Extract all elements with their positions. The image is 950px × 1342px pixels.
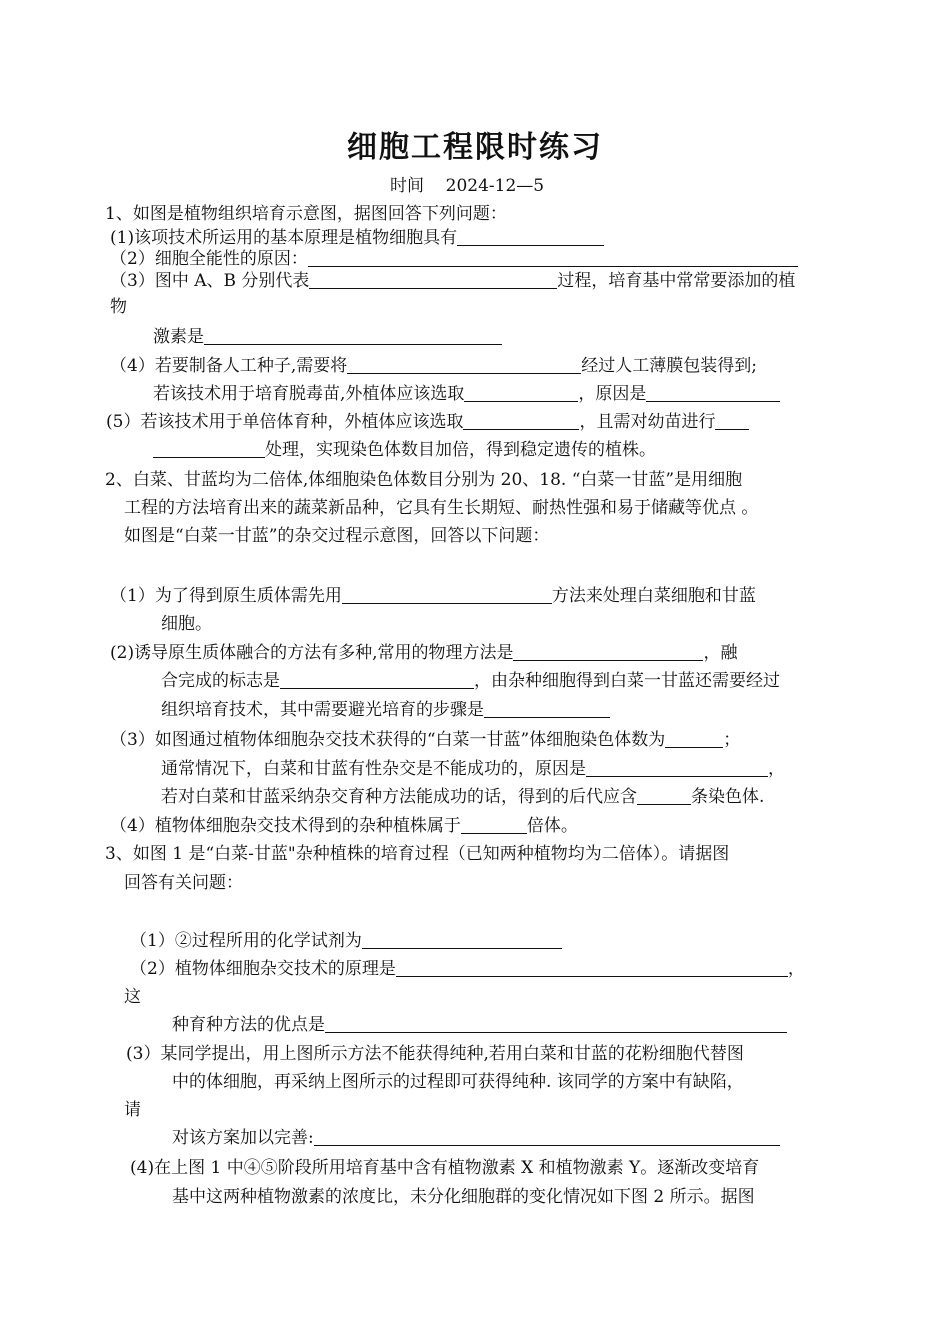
q3-part3-cont2: [172, 1127, 780, 1149]
q2-part2-text: (2)诱导原生质体融合的方法有多种,常用的物理方法是: [110, 643, 514, 663]
date-label: 时间: [390, 176, 424, 196]
q1-part2: [110, 248, 798, 270]
date-value: 2024-12—5: [445, 176, 545, 196]
answer-blank[interactable]: [280, 670, 474, 689]
q2-part3-cont: [161, 758, 785, 780]
q2-part2-text-c: 合完成的标志是: [161, 671, 280, 691]
q1-part3-text-b: 过程，培育基中常常要添加的植: [557, 271, 796, 291]
q2-part1: [110, 585, 756, 607]
q1-part3: [110, 270, 795, 292]
q1-part4-text: （4）若要制备人工种子,需要将: [110, 356, 348, 376]
q1-part2-text: （2）细胞全能性的原因：: [110, 249, 308, 269]
answer-blank[interactable]: [715, 411, 749, 430]
q1-stem: 1、如图是植物组织培育示意图，据图回答下列问题：: [105, 204, 507, 224]
q2-part2-text-b: ，融: [703, 643, 738, 663]
answer-blank[interactable]: [314, 1127, 780, 1146]
answer-blank[interactable]: [308, 248, 798, 267]
q3-part4: (4)在上图 1 中④⑤阶段所用培育基中含有植物激素 X 和植物激素 Y。逐渐改变培育: [130, 1158, 760, 1178]
q3-part3-text-d: 对该方案加以完善:: [172, 1128, 314, 1148]
q1-part4-text-b: 经过人工薄膜包装得到;: [581, 356, 757, 376]
answer-blank[interactable]: [347, 355, 581, 374]
q1-part4: [110, 355, 757, 377]
q1-part3-wrap: 物: [110, 297, 127, 317]
q2-part3-text-b: ；: [723, 730, 741, 750]
q1-part5-text-c: 处理，实现染色体数目加倍，得到稳定遗传的植株。: [265, 440, 656, 460]
q3-part2-cont: [172, 1014, 787, 1036]
q2-part2: [110, 642, 737, 664]
answer-blank[interactable]: [665, 729, 723, 748]
q3-part2: [130, 958, 805, 980]
answer-blank[interactable]: [457, 227, 604, 246]
answer-blank[interactable]: [461, 815, 527, 834]
q1-part5-text-b: ，且需对幼苗进行: [579, 412, 716, 432]
q1-part5: [106, 411, 749, 433]
q3-part2-text: （2）植物体细胞杂交技术的原理是: [130, 959, 396, 979]
q1-part1: [110, 227, 604, 249]
q3-part4-cont: 基中这两种植物激素的浓度比，未分化细胞群的变化情况如下图 2 所示。据图: [172, 1187, 755, 1207]
q2-part3: [110, 729, 740, 751]
q2-part3-text: （3）如图通过植物体细胞杂交技术获得的“白菜一甘蓝”体细胞染色体数为: [110, 730, 666, 750]
q2-part3-text-c: 通常情况下，白菜和甘蓝有性杂交是不能成功的，原因是: [161, 759, 586, 779]
q1-part5-cont: [153, 439, 656, 461]
q2-part2-cont: [161, 670, 780, 692]
q2-part1-cont: 细胞。: [161, 614, 212, 634]
answer-blank[interactable]: [513, 642, 703, 661]
answer-blank[interactable]: [309, 270, 557, 289]
q3-part3-wrap: 请: [124, 1100, 141, 1120]
q1-part4-text-c: 若该技术用于培育脱毒苗,外植体应该选取: [153, 384, 465, 404]
q2-part2-text-d: ，由杂种细胞得到白菜一甘蓝还需要经过: [474, 671, 780, 691]
answer-blank[interactable]: [362, 930, 562, 949]
q3-part3: (3）某同学提出，用上图所示方法不能获得纯种,若用白菜和甘蓝的花粉细胞代替图: [126, 1044, 744, 1064]
q1-part1-text: (1)该项技术所运用的基本原理是植物细胞具有: [110, 228, 458, 248]
q3-part1-text: （1）②过程所用的化学试剂为: [130, 931, 362, 951]
q1-part5-text: (5）若该技术用于单倍体育种，外植体应该选取: [106, 412, 464, 432]
page-title: 细胞工程限时练习: [347, 130, 603, 165]
q2-stem-line3: 如图是“白菜一甘蓝”的杂交过程示意图，回答以下问题：: [124, 526, 550, 546]
answer-blank[interactable]: [342, 585, 552, 604]
q3-part2-text-d: 种育种方法的优点是: [172, 1015, 325, 1035]
answer-blank[interactable]: [646, 383, 780, 402]
q2-part2-cont2: [161, 699, 610, 721]
q2-part3-text-f: 条染色体.: [691, 787, 765, 807]
q1-part4-text-d: ，原因是: [578, 384, 647, 404]
q3-part1: [130, 930, 562, 952]
answer-blank[interactable]: [586, 758, 768, 777]
answer-blank[interactable]: [325, 1014, 787, 1033]
q2-part3-text-e: 若对白菜和甘蓝采纳杂交育种方法能成功的话，得到的后代应含: [161, 787, 637, 807]
answer-blank[interactable]: [204, 326, 502, 345]
q3-stem-line2: 回答有关问题：: [124, 873, 243, 893]
q2-part3-cont2: [161, 786, 764, 808]
answer-blank[interactable]: [396, 958, 788, 977]
answer-blank[interactable]: [484, 699, 610, 718]
q2-part1-text: （1）为了得到原生质体需先用: [110, 586, 342, 606]
answer-blank[interactable]: [637, 786, 691, 805]
q2-part3-text-d: ，: [768, 759, 785, 779]
q3-part2-text-b: ，: [787, 959, 805, 979]
q2-part1-text-b: 方法来处理白菜细胞和甘蓝: [551, 586, 756, 606]
answer-blank[interactable]: [464, 383, 578, 402]
q3-part2-wrap: 这: [124, 987, 141, 1007]
q1-part4-cont: [153, 383, 780, 405]
q3-stem-line1: 3、如图 1 是“白菜-甘蓝"杂种植株的培育过程（已知两种植物均为二倍体）。请据图: [105, 844, 730, 864]
q2-part4-text: （4）植物体细胞杂交技术得到的杂种植株属于: [110, 816, 461, 836]
q2-part4: [110, 815, 578, 837]
q1-part3-text-d: 激素是: [153, 327, 204, 347]
q2-part2-text-e: 组织培育技术，其中需要避光培育的步骤是: [161, 700, 484, 720]
answer-blank[interactable]: [463, 411, 579, 430]
q2-stem-line1: 2、白菜、甘蓝均为二倍体,体细胞染色体数目分别为 20、18. “白菜一甘蓝”是用细胞: [105, 470, 743, 490]
q2-stem-line2: 工程的方法培育出来的蔬菜新品种，它具有生长期短、耐热性强和易于储藏等优点 。: [124, 498, 759, 518]
answer-blank[interactable]: [153, 439, 265, 458]
date-line: [390, 175, 544, 197]
q1-part3-cont: [153, 326, 502, 348]
q1-part3-text: （3）图中 A、B 分别代表: [110, 271, 310, 291]
q2-part4-text-b: 倍体。: [526, 816, 578, 836]
q3-part3-cont: 中的体细胞，再采纳上图所示的过程即可获得纯种. 该同学的方案中有缺陷，: [172, 1072, 744, 1092]
